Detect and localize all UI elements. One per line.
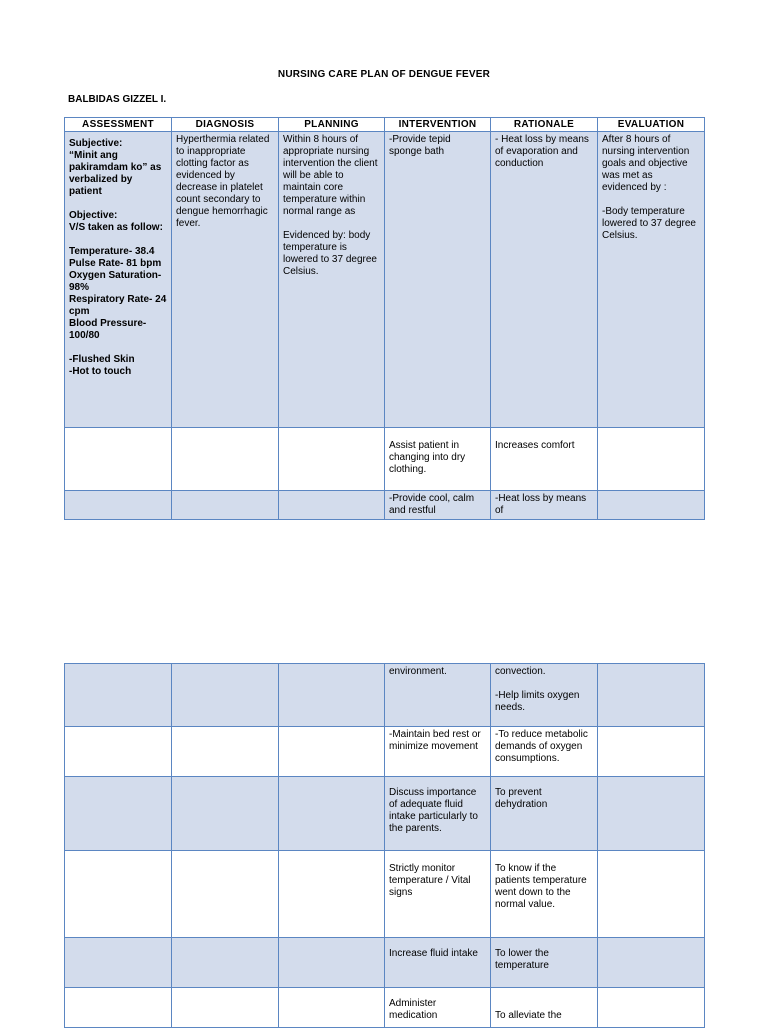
- intervention-cell: Administer medication: [385, 988, 491, 1028]
- table-row: [65, 988, 705, 1028]
- diagnosis-cell: Hyperthermia related to inappropriate clotting factor as evidenced by decrease in platelet count secondary to dengue hemorrhagic fever.: [172, 132, 279, 428]
- table-row: [65, 664, 705, 727]
- header-intervention: INTERVENTION: [385, 118, 491, 132]
- intervention-cell: Increase fluid intake: [385, 938, 491, 988]
- intervention-cell: Assist patient in changing into dry clothing.: [385, 428, 491, 491]
- rationale-cell: -To reduce metabolic demands of oxygen consumptions.: [491, 727, 598, 777]
- header-assessment: ASSESSMENT: [65, 118, 172, 132]
- table-row: [65, 132, 705, 428]
- header-diagnosis: DIAGNOSIS: [172, 118, 279, 132]
- assessment-cell: Subjective: “Minit ang pakiramdam ko” as verbalized by patient Objective: V/S taken as follow: Temperature- 38.4 Pulse Rate- 81 bpm Oxygen Saturation- 98% Respiratory Rate- 24 cpm Blood Pressure- 100/80 -Flushed Skin -Hot to touch: [65, 132, 172, 428]
- rationale-cell: To alleviate the: [491, 988, 598, 1028]
- intervention-cell: Discuss importance of adequate fluid intake particularly to the parents.: [385, 777, 491, 851]
- intervention-cell: environment.: [385, 664, 491, 727]
- intervention-cell: -Provide tepid sponge bath: [385, 132, 491, 428]
- rationale-cell: To know if the patients temperature went down to the normal value.: [491, 851, 598, 938]
- author-name: BALBIDAS GIZZEL I.: [68, 94, 167, 105]
- care-plan-table-page-2: [64, 663, 705, 1028]
- table-row: [65, 777, 705, 851]
- header-row: [65, 118, 705, 132]
- intervention-cell: Strictly monitor temperature / Vital signs: [385, 851, 491, 938]
- header-rationale: RATIONALE: [491, 118, 598, 132]
- planning-cell: Within 8 hours of appropriate nursing intervention the client will be able to maintain core temperature within normal range as Evidenced by: body temperature is lowered to 37 degree Celsius.: [279, 132, 385, 428]
- rationale-cell: Increases comfort: [491, 428, 598, 491]
- intervention-cell: -Provide cool, calm and restful: [385, 491, 491, 520]
- rationale-cell: To lower the temperature: [491, 938, 598, 988]
- table-row: [65, 428, 705, 491]
- document-title: NURSING CARE PLAN OF DENGUE FEVER: [277, 69, 491, 80]
- evaluation-cell: After 8 hours of nursing intervention goals and objective was met as evidenced by : -Body temperature lowered to 37 degree Celsius.: [598, 132, 705, 428]
- rationale-cell: -Heat loss by means of: [491, 491, 598, 520]
- table-row: [65, 727, 705, 777]
- care-plan-table-page-1: [64, 117, 705, 520]
- rationale-cell: convection. -Help limits oxygen needs.: [491, 664, 598, 727]
- rationale-cell: - Heat loss by means of evaporation and conduction: [491, 132, 598, 428]
- header-evaluation: EVALUATION: [598, 118, 705, 132]
- header-planning: PLANNING: [279, 118, 385, 132]
- table-row: [65, 851, 705, 938]
- table-row: [65, 491, 705, 520]
- table-row: [65, 938, 705, 988]
- rationale-cell: To prevent dehydration: [491, 777, 598, 851]
- intervention-cell: -Maintain bed rest or minimize movement: [385, 727, 491, 777]
